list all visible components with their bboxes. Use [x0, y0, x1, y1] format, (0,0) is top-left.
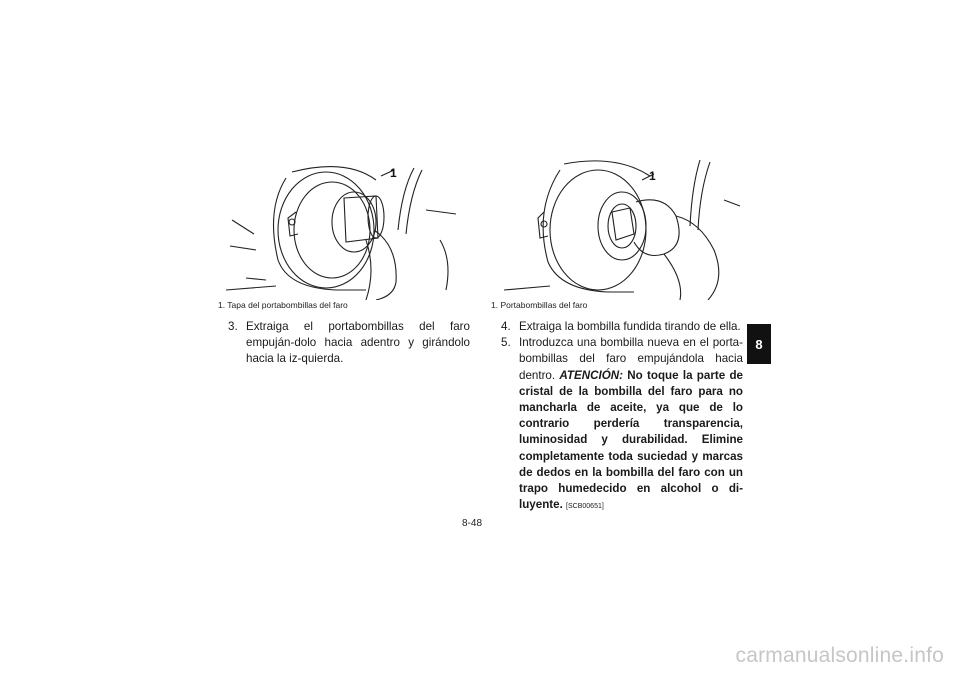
- section-tab: 8: [747, 324, 771, 364]
- reference-code: [SCB00651]: [566, 503, 604, 511]
- figure-bulb-holder: [504, 150, 744, 300]
- step-3: [218, 319, 470, 368]
- step-4-text: Extraiga la bombilla fundida tirando de ella.: [519, 320, 741, 333]
- figure-headlight-cover: [226, 150, 466, 300]
- figure-2-caption: 1. Portabombillas del faro: [491, 300, 588, 310]
- page-number: 8-48: [462, 518, 483, 529]
- figure-1-caption: 1. Tapa del portabombillas del faro: [218, 300, 348, 310]
- step-5-text: Introduzca una bombilla nueva en el porta-bombillas del faro empujándola hacia dentro.: [519, 336, 743, 382]
- step-4: [491, 319, 743, 335]
- step-3-text: Extraiga el portabombillas del faro empuján-dolo hacia adentro y girándolo hacia la iz-quierda.: [246, 320, 470, 366]
- watermark: carmanualsonline.info: [735, 644, 944, 667]
- right-column: [491, 319, 743, 515]
- figure-2-callout: 1: [649, 169, 656, 183]
- caution-text: No toque la parte de cristal de la bombilla del faro para no mancharla de aceite, ya que de lo contrario perdería transparencia, luminosidad y durabilidad. Elimine completamente toda suciedad y marcas de dedos en la bombilla del faro con un trapo humedecido en alcohol o di-luyente.: [519, 368, 743, 512]
- left-column: [218, 319, 470, 368]
- step-4-number: 4.: [501, 320, 511, 333]
- step-5-number: 5.: [501, 336, 511, 350]
- step-5: [491, 335, 743, 515]
- caution-label: ATENCIÓN:: [559, 368, 623, 382]
- bulb-holder-illustration: [504, 150, 744, 300]
- step-3-number: 3.: [228, 320, 238, 333]
- headlight-cover-illustration: [226, 150, 466, 300]
- figure-1-callout: 1: [390, 166, 397, 180]
